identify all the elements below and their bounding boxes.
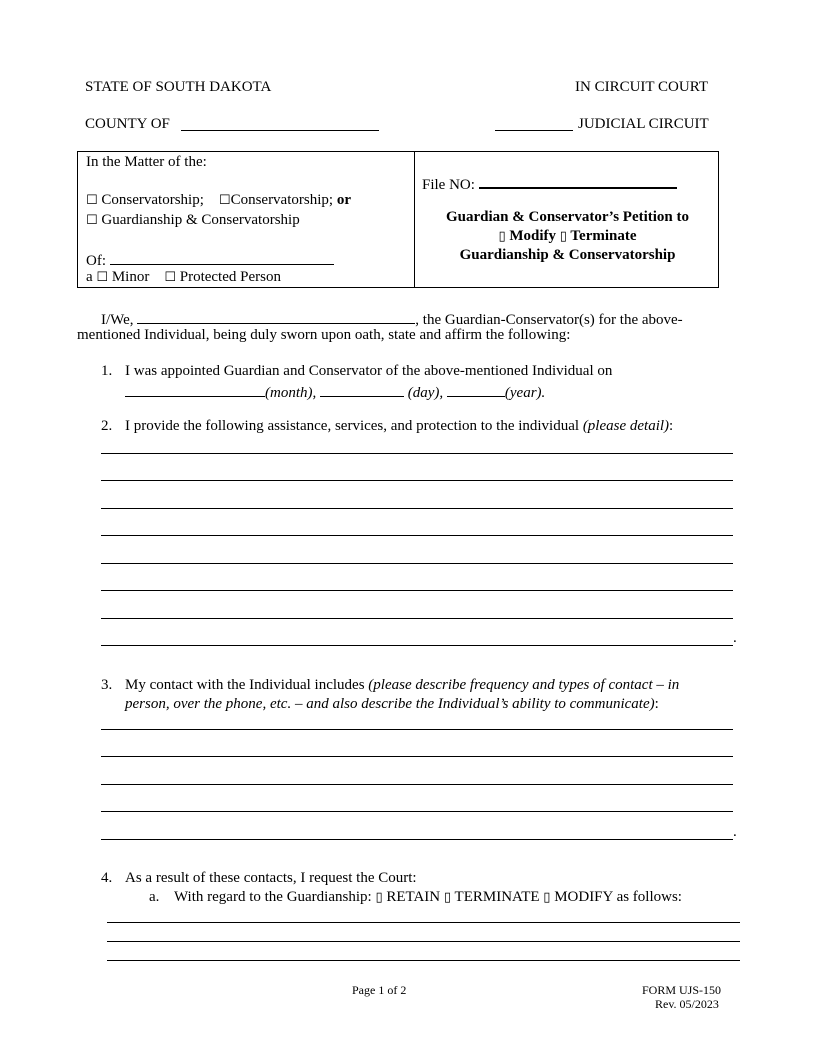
item-1-text: I was appointed Guardian and Conservator of the above-mentioned Individual on [125,363,613,379]
modify-label: Modify [509,228,557,244]
guardianship-line-3[interactable] [107,960,740,961]
intro-rest: , the Guardian-Conservator(s) for the above- [415,312,683,328]
contact-line-4[interactable] [101,811,733,812]
contact-line-2[interactable] [101,756,733,757]
contact-line-5[interactable] [101,839,733,840]
item-1-number: 1. [101,363,113,379]
appointment-date-row [125,382,545,402]
file-no-row [422,173,677,194]
option-row-2 [86,212,300,229]
caption-box [77,151,719,288]
item-2-number: 2. [101,418,113,434]
conservatorship-label-1: Conservatorship; [101,192,204,208]
state-heading: STATE OF SOUTH DAKOTA [85,79,272,95]
protected-person-label: Protected Person [179,269,281,285]
services-period: . [733,630,737,646]
item-3-text-line2 [125,696,659,713]
services-line-7[interactable] [101,618,733,619]
services-line-8[interactable] [101,645,733,646]
form-revision: Rev. 05/2023 [655,997,719,1011]
item-4a-text: With regard to the Guardianship: [174,889,372,905]
item-2-colon: : [669,418,674,434]
item-3-text-line1 [125,677,679,694]
modify-guardianship-label: MODIFY [554,889,613,905]
of-name-field[interactable] [110,250,334,265]
retain-label: RETAIN [386,889,441,905]
item-4-number: 4. [101,870,113,886]
petition-title-line3: Guardianship & Conservatorship [459,247,676,263]
contact-line-1[interactable] [101,729,733,730]
item-2-text [125,418,673,435]
item-2-main: I provide the following assistance, services, and protection to the individual [125,418,580,434]
conservatorship-label-2: Conservatorship; [230,192,334,208]
intro-start: I/We, [101,312,134,328]
of-label: Of: [86,253,106,269]
modify-guardianship-checkbox[interactable]: ▯ [543,890,551,905]
retain-checkbox[interactable]: ▯ [375,890,383,905]
item-3-colon: : [654,696,659,712]
a-label: a [86,269,93,285]
conservatorship-checkbox-1[interactable]: ☐ [86,193,98,208]
item-4a-row [174,889,682,906]
item-4a-letter: a. [149,889,160,905]
contact-period: . [733,824,737,840]
petition-title-line1: Guardian & Conservator’s Petition to [445,209,690,225]
county-field[interactable] [181,116,379,136]
services-line-3[interactable] [101,508,733,509]
or-text: or [336,192,351,208]
item-3-number: 3. [101,677,113,693]
protected-person-checkbox[interactable]: ☐ [164,270,176,285]
option-row-1 [86,192,351,209]
county-label: COUNTY OF [85,116,170,132]
services-line-4[interactable] [101,535,733,536]
services-line-5[interactable] [101,563,733,564]
terminate-checkbox[interactable]: ▯ [559,229,567,244]
matter-label: In the Matter of the: [86,154,207,170]
contact-line-3[interactable] [101,784,733,785]
guard-cons-label: Guardianship & Conservatorship [101,212,300,228]
services-line-1[interactable] [101,453,733,454]
circuit-field[interactable] [495,116,573,136]
as-follows-label: as follows: [616,889,682,905]
day-label: (day), [407,385,444,401]
services-line-6[interactable] [101,590,733,591]
guardianship-line-2[interactable] [107,941,740,942]
item-3-instructions-1: (please describe frequency and types of contact – in [368,677,680,693]
conservatorship-checkbox-2[interactable]: ☐ [218,193,231,208]
form-number: FORM UJS-150 [642,983,722,997]
item-3-instructions-2: person, over the phone, etc. – and also describe the Individual’s ability to communicate) [125,696,655,712]
of-row [86,250,334,270]
modify-checkbox[interactable]: ▯ [498,229,506,244]
page-number: Page 1 of 2 [352,983,407,997]
appointment-year-field[interactable] [447,382,505,397]
file-no-field[interactable] [479,173,677,189]
guardian-name-field[interactable] [137,309,415,324]
file-no-label: File NO: [422,177,475,193]
minor-checkbox[interactable]: ☐ [96,270,109,285]
terminate-label: Terminate [570,228,637,244]
appointment-day-field[interactable] [320,382,404,397]
terminate-guardianship-label: TERMINATE [454,889,540,905]
person-type-row [86,269,281,286]
intro-line1 [101,309,683,329]
court-heading: IN CIRCUIT COURT [575,79,708,95]
appointment-month-field[interactable] [125,382,265,397]
item-3-main: My contact with the Individual includes [125,677,365,693]
minor-label: Minor [111,269,150,285]
circuit-label: JUDICIAL CIRCUIT [578,116,709,132]
guardianship-line-1[interactable] [107,922,740,923]
intro-line2: mentioned Individual, being duly sworn upon oath, state and affirm the following: [77,327,571,343]
item-2-detail: (please detail) [582,418,670,434]
item-4-text: As a result of these contacts, I request the Court: [125,870,417,886]
guard-cons-checkbox[interactable]: ☐ [86,213,98,228]
year-label: (year). [504,385,546,401]
terminate-guardianship-checkbox[interactable]: ▯ [443,890,452,905]
services-line-2[interactable] [101,480,733,481]
month-label: (month), [265,385,317,401]
petition-title-line2 [415,228,720,245]
